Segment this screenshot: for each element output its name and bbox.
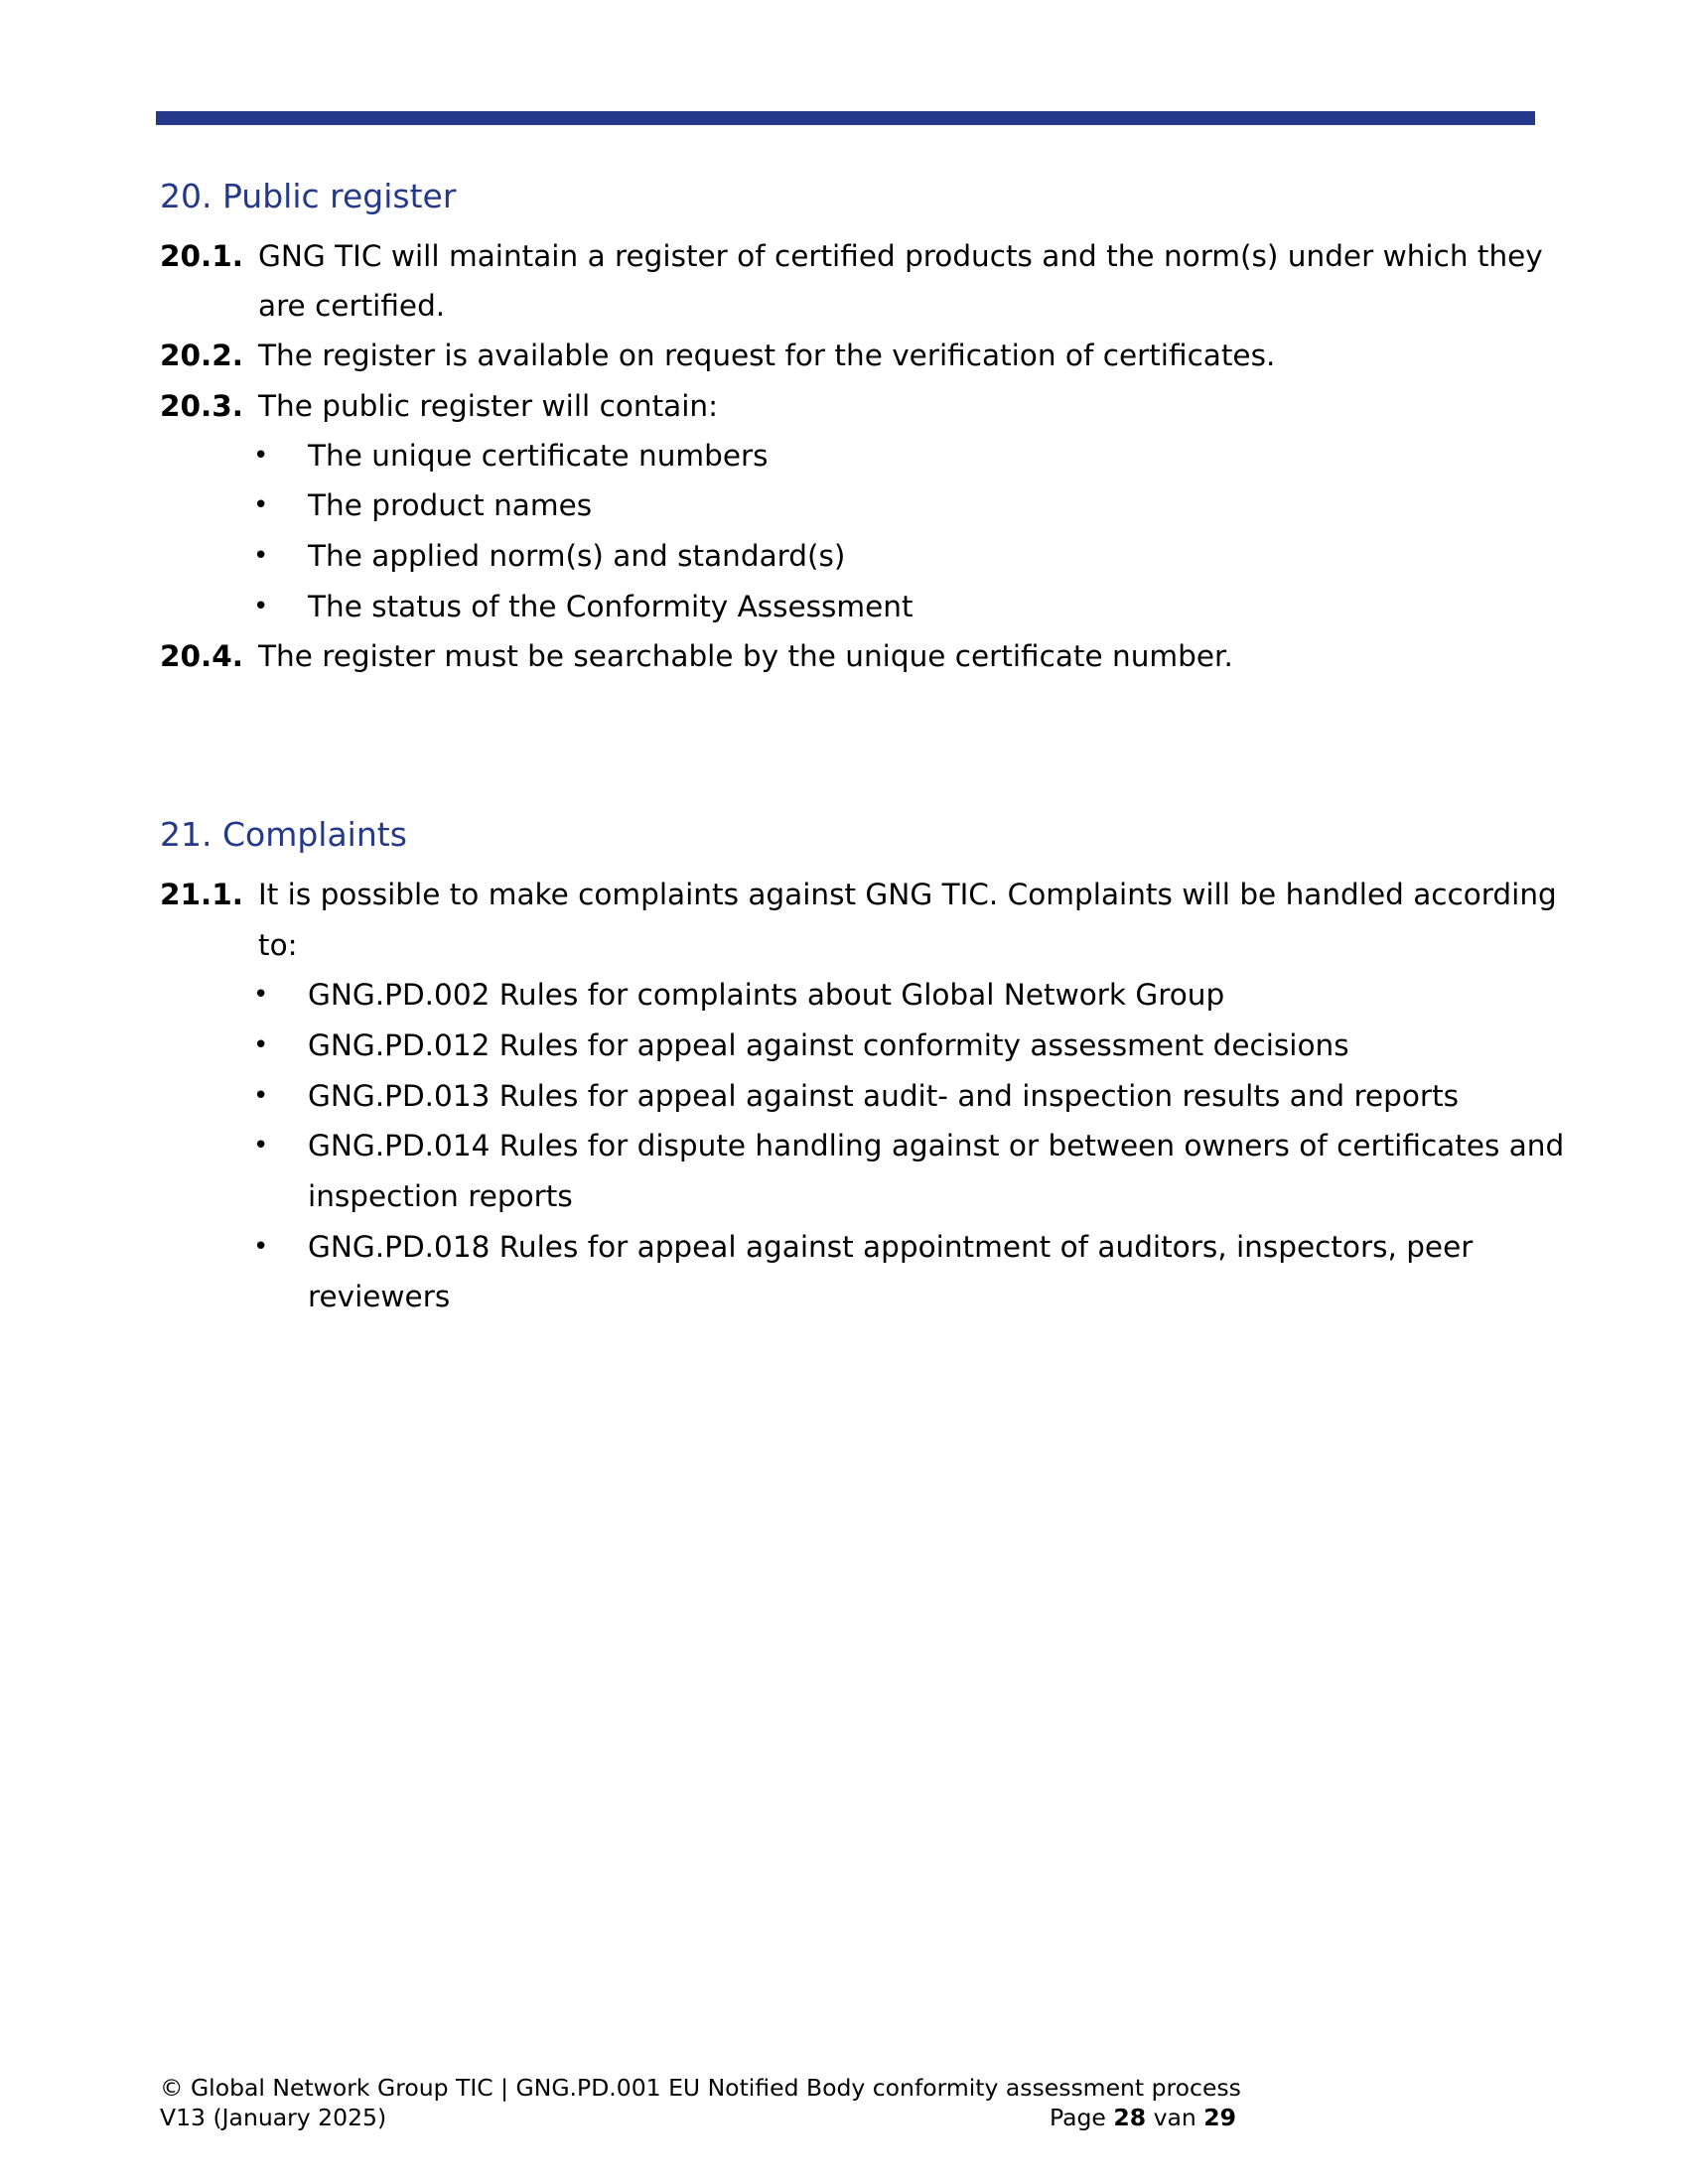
bullet-icon: • — [253, 490, 269, 520]
item-text: The register is available on request for the verification of certificates. — [258, 339, 1276, 372]
list-item: GNG.PD.002 Rules for complaints about Global Network Group — [308, 978, 1225, 1012]
bullet-icon: • — [253, 541, 269, 571]
item-number: 21.1. — [160, 878, 243, 911]
list-item: The applied norm(s) and standard(s) — [308, 539, 846, 573]
header-rule — [156, 111, 1535, 125]
item-number: 20.1. — [160, 239, 243, 273]
list-item: The product names — [308, 488, 593, 522]
bullet-icon: • — [253, 1131, 269, 1160]
item-number: 20.4. — [160, 639, 243, 673]
bullet-icon: • — [253, 1030, 269, 1060]
list-item: GNG.PD.012 Rules for appeal against conformity assessment decisions — [308, 1028, 1349, 1062]
list-item: GNG.PD.018 Rules for appeal against appointment of auditors, inspectors, peer — [308, 1230, 1474, 1264]
section-title-complaints: 21. Complaints — [160, 815, 407, 854]
page-current: 28 — [1113, 2104, 1147, 2131]
section-title-public-register: 20. Public register — [160, 177, 457, 215]
item-text: The register must be searchable by the unique certificate number. — [258, 639, 1233, 673]
bullet-icon: • — [253, 980, 269, 1010]
item-number: 20.2. — [160, 339, 243, 372]
list-item-continuation: inspection reports — [308, 1179, 573, 1213]
list-item: The unique certificate numbers — [308, 439, 769, 473]
list-item: GNG.PD.014 Rules for dispute handling against or between owners of certificates and — [308, 1129, 1565, 1162]
bullet-icon: • — [253, 441, 269, 471]
item-text: The public register will contain: — [258, 389, 719, 423]
list-item-continuation: reviewers — [308, 1280, 451, 1313]
item-text: are certified. — [258, 289, 446, 323]
footer-page-number — [1050, 2103, 1236, 2132]
item-number: 20.3. — [160, 389, 243, 423]
bullet-icon: • — [253, 1081, 269, 1111]
footer-copyright: © Global Network Group TIC | GNG.PD.001 EU Notified Body conformity assessment process — [160, 2074, 1241, 2102]
list-item: The status of the Conformity Assessment — [308, 590, 914, 623]
footer-version: V13 (January 2025) — [160, 2104, 387, 2131]
item-text: It is possible to make complaints against GNG TIC. Complaints will be handled according — [258, 878, 1557, 911]
page-prefix: Page — [1050, 2104, 1106, 2131]
bullet-icon: • — [253, 592, 269, 621]
page-separator: van — [1153, 2104, 1196, 2131]
item-text: to: — [258, 928, 298, 962]
bullet-icon: • — [253, 1232, 269, 1262]
item-text: GNG TIC will maintain a register of certified products and the norm(s) under which they — [258, 239, 1543, 273]
page-total: 29 — [1203, 2104, 1236, 2131]
list-item: GNG.PD.013 Rules for appeal against audit- and inspection results and reports — [308, 1079, 1459, 1113]
